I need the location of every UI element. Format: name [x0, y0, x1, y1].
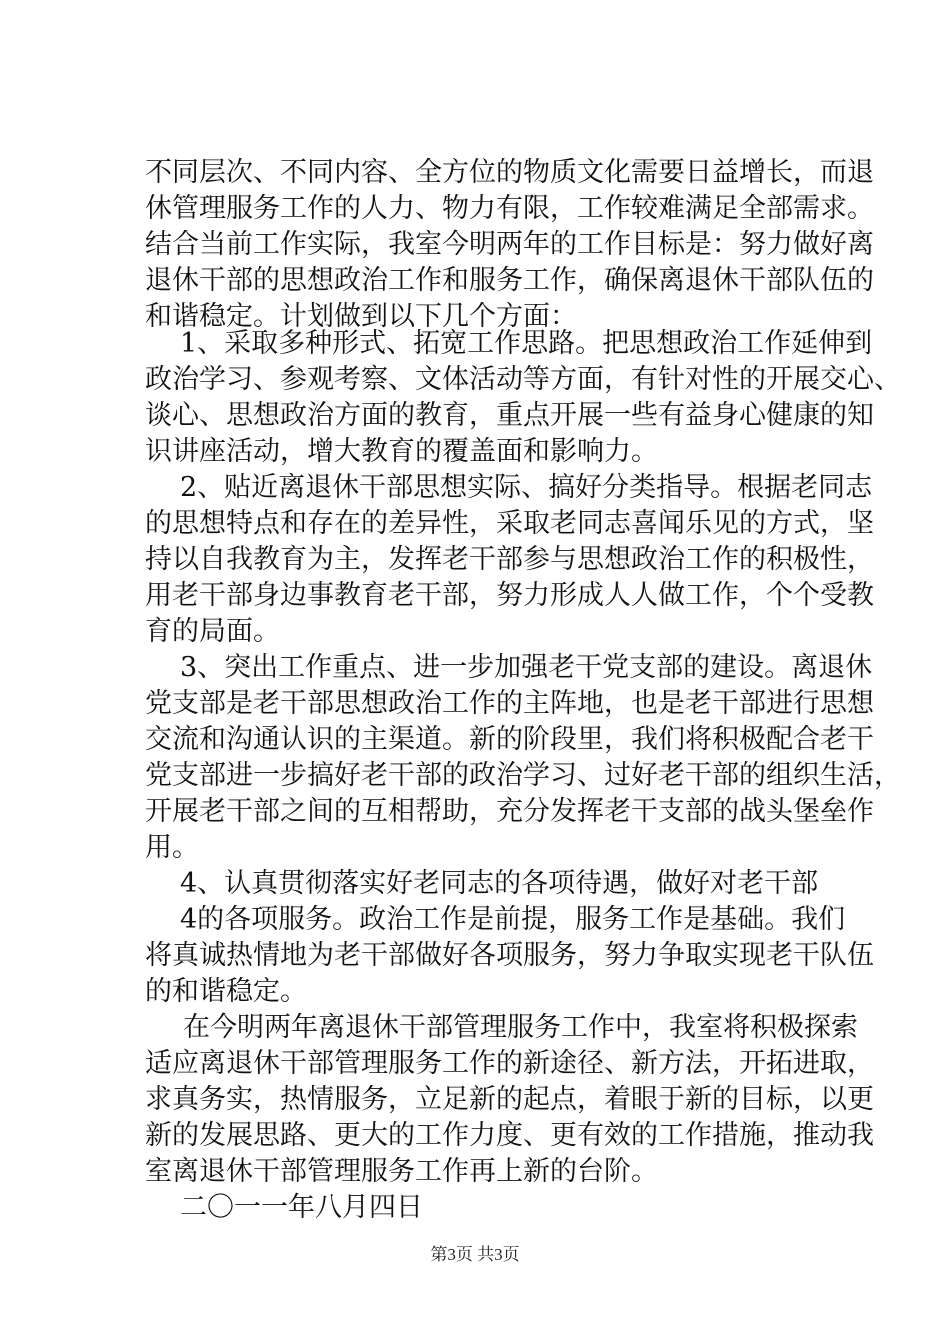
date-line: 二〇一一年八月四日 [180, 1192, 423, 1223]
text-line: 党支部进一步搞好老干部的政治学习、过好老干部的组织生活， [145, 760, 901, 791]
text-line: 不同层次、不同内容、全方位的物质文化需要日益增长，而退 [145, 157, 874, 188]
text-line: 谈心、思想政治方面的教育，重点开展一些有益身心健康的知 [145, 400, 874, 431]
text-line: 2、贴近离退休干部思想实际、搞好分类指导。根据老同志 [180, 472, 873, 503]
text-line: 退休干部的思想政治工作和服务工作，确保离退休干部队伍的 [145, 265, 874, 296]
text-line: 3、突出工作重点、进一步加强老干党支部的建设。离退休 [180, 652, 873, 683]
text-line: 休管理服务工作的人力、物力有限，工作较难满足全部需求。 [145, 193, 874, 224]
text-line: 交流和沟通认识的主渠道。新的阶段里，我们将积极配合老干 [145, 724, 874, 755]
text-line: 开展老干部之间的互相帮助，充分发挥老干支部的战头堡垒作 [145, 796, 874, 827]
text-line: 4、认真贯彻落实好老同志的各项待遇，做好对老干部 [180, 868, 819, 899]
text-line: 将真诚热情地为老干部做好各项服务，努力争取实现老干队伍 [145, 940, 874, 971]
text-line: 室离退休干部管理服务工作再上新的台阶。 [145, 1156, 658, 1187]
text-line: 新的发展思路、更大的工作力度、更有效的工作措施，推动我 [145, 1120, 874, 1151]
text-line: 求真务实，热情服务，立足新的起点，着眼于新的目标，以更 [145, 1084, 874, 1115]
text-line: 和谐稳定。计划做到以下几个方面： [145, 301, 577, 332]
text-line: 持以自我教育为主，发挥老干部参与思想政治工作的积极性， [145, 544, 874, 575]
text-line: 的思想特点和存在的差异性，采取老同志喜闻乐见的方式，坚 [145, 508, 874, 539]
text-line: 1、采取多种形式、拓宽工作思路。把思想政治工作延伸到 [180, 328, 873, 359]
page-number: 第3页 共3页 [430, 1245, 520, 1264]
text-line: 适应离退休干部管理服务工作的新途径、新方法，开拓进取， [145, 1048, 874, 1079]
text-line: 用老干部身边事教育老干部，努力形成人人做工作，个个受教 [145, 580, 874, 611]
text-line: 政治学习、参观考察、文体活动等方面，有针对性的开展交心、 [145, 364, 901, 395]
text-line: 结合当前工作实际，我室今明两年的工作目标是：努力做好离 [145, 229, 874, 260]
text-line: 育的局面。 [145, 616, 280, 647]
text-line: 用。 [145, 832, 199, 863]
text-line: 在今明两年离退休干部管理服务工作中，我室将积极探索 [183, 1012, 858, 1043]
text-line: 党支部是老干部思想政治工作的主阵地，也是老干部进行思想 [145, 688, 874, 719]
text-line: 识讲座活动，增大教育的覆盖面和影响力。 [145, 436, 658, 467]
text-line: 的和谐稳定。 [145, 976, 307, 1007]
text-line: 4的各项服务。政治工作是前提，服务工作是基础。我们 [180, 904, 846, 935]
